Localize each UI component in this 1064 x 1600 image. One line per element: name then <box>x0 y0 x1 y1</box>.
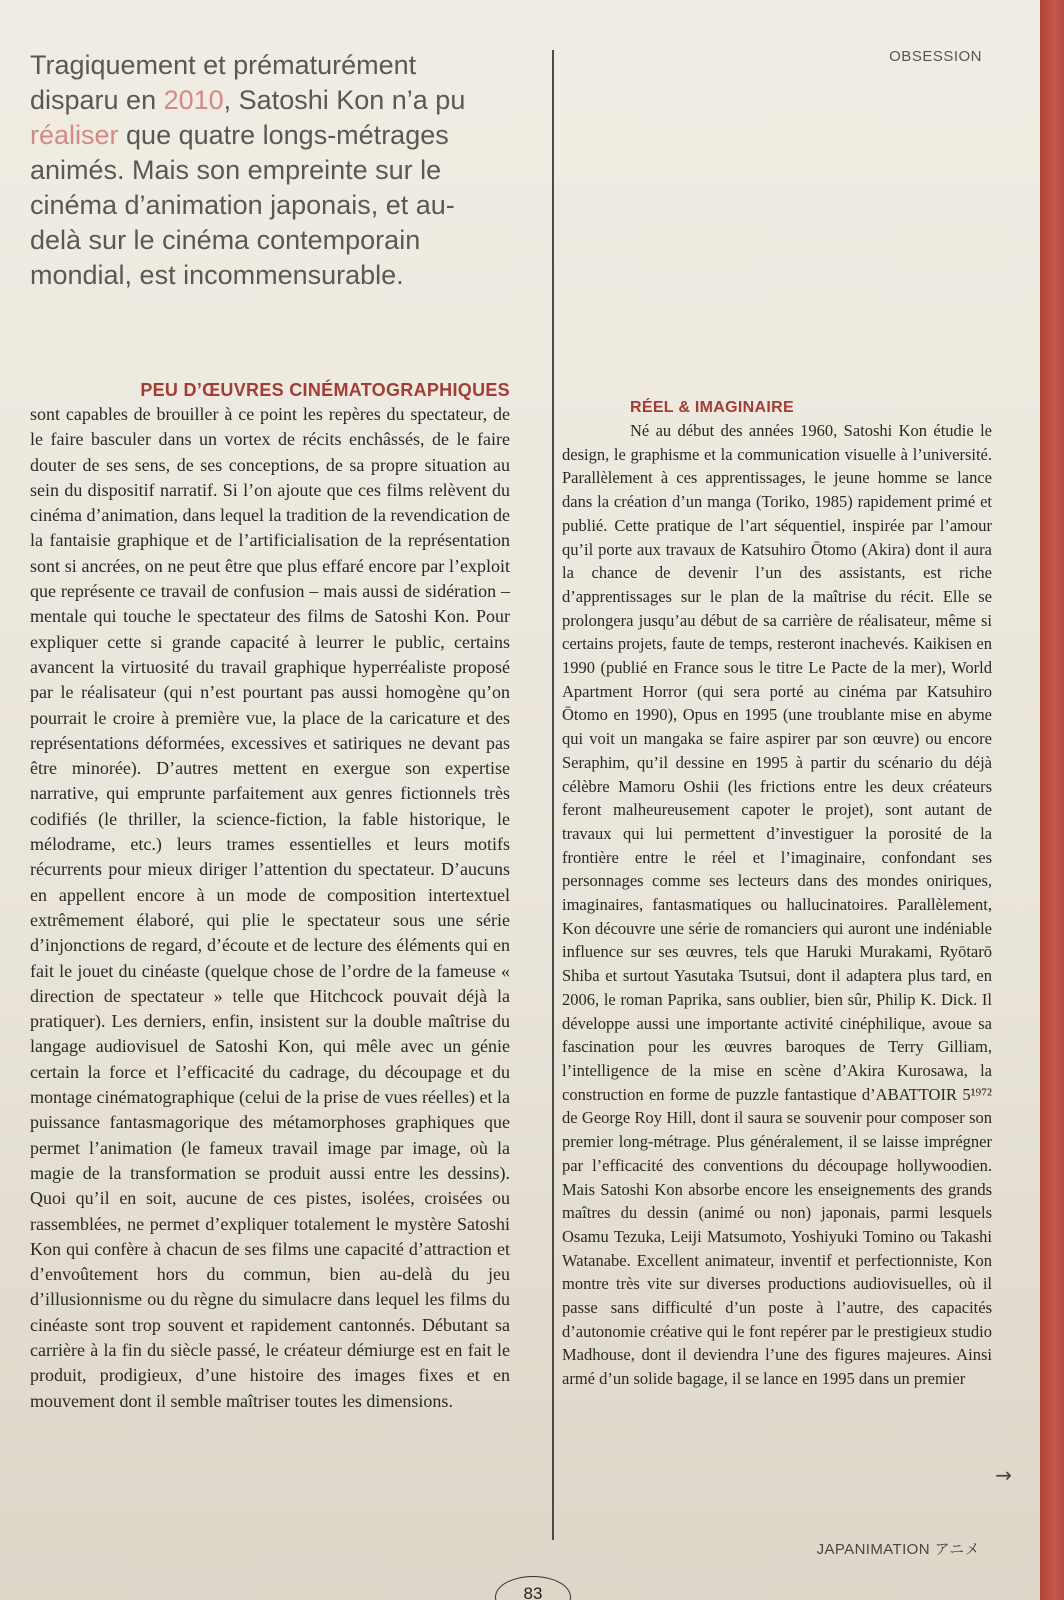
left-column-heading: PEU D’ŒUVRES CINÉMATOGRAPHIQUES <box>140 380 510 400</box>
right-column-body: Né au début des années 1960, Satoshi Kon étudie le design, le graphisme et la communication visuelle à l’université. Parallèlement à ces apprentissages, le jeune homme se lance dans la création d’un manga (Toriko, 1985) rapidement primé et publié. Cette pratique de l’art séquentiel, inspirée par l’amour qu’il porte aux travaux de Katsuhiro Ōtomo (Akira) dont il aura la chance de devenir l’un des assistants, est riche d’apprentissages sur le plan de la maîtrise du récit. Elle se prolongera jusqu’au début de sa carrière de réalisateur, même si certains projets, faute de temps, resteront inachevés. Kaikisen en 1990 (publié en France sous le titre Le Pacte de la mer), World Apartment Horror (qui sera porté au cinéma par Katsuhiro Ōtomo en 1990), Opus en 1995 (une troublante mise en abyme qui voit un mangaka se faire aspirer par son œuvre) ou encore Seraphim, qu’il dessine en 1995 à partir du scénario du déjà célèbre Mamoru Oshii (les frictions entre les deux créateurs feront malheureusement capoter le projet), sont autant de travaux qui lui permettent d’investiguer la porosité de la frontière entre le réel et l’imaginaire, confondant ses personnages comme ses lecteurs dans des mondes oniriques, imaginaires, fantasmatiques ou hallucinatoires. Parallèlement, Kon découvre une série de romanciers qui auront une indéniable influence sur ses œuvres, tels que Haruki Murakami, Ryōtarō Shiba et surtout Yasutaka Tsutsui, dont il adaptera plus tard, en 2006, le roman Paprika, sans oublier, bien sûr, Philip K. Dick. Il développe aussi une importante activité cinéphilique, avoue sa fascination pour les œuvres baroques de Terry Gilliam, l’intelligence de la mise en scène d’Akira Kurosawa, la construction en forme de puzzle fantastique d’ABATTOIR 5¹⁹⁷² de George Roy Hill, dont il saura se souvenir pour composer son premier long-métrage. Plus généralement, il se laisse imprégner par l’efficacité des conventions du découpage hollywoodien. Mais Satoshi Kon absorbe encore les enseignements des grands maîtres du dessin (animé ou non) japonais, parmi lesquels Osamu Tezuka, Leiji Matsumoto, Yoshiyuki Tomino ou Takashi Watanabe. Excellent animateur, inventif et perfectionniste, Kon montre très vite sur diverses productions audiovisuelles, où il passe sans difficulté d’un poste à l’autre, des capacités d’autonomie créative qui le font repérer par le prestigieux studio Madhouse, dont il deviendra l’une des figures majeures. Ainsi armé d’un solide bagage, il se lance en 1995 dans un premier <box>562 421 992 1389</box>
intro-part2: , Satoshi Kon n’a pu <box>223 85 466 115</box>
section-tag: OBSESSION <box>889 48 982 65</box>
intro-paragraph <box>30 48 500 293</box>
page-number: 83 <box>495 1576 571 1600</box>
right-column-heading: RÉEL & IMAGINAIRE <box>630 399 794 416</box>
right-column <box>562 397 992 1391</box>
continue-arrow-icon: → <box>995 1463 1012 1487</box>
column-divider <box>552 50 554 1540</box>
intro-part1: Tragiquement et prématurément disparu en <box>30 50 417 115</box>
intro-part3: que quatre longs-métrages animés. Mais son empreinte sur le cinéma d’animation japonais, et au-delà sur le cinéma contemporain mondial, est incommensurable. <box>30 120 455 290</box>
left-column <box>30 378 510 1414</box>
intro-highlight: réaliser <box>30 120 119 150</box>
red-page-edge <box>1040 0 1064 1600</box>
left-column-body: sont capables de brouiller à ce point les repères du spectateur, de le faire basculer dans un vortex de récits enchâssés, de le faire douter de ses sens, de ses conceptions, de sa propre situation au sein du dispositif narratif. Si l’on ajoute que ces films relèvent du cinéma d’animation, dans lequel la tradition de la revendication de la fantaisie graphique et de l’artificialisation de la représentation sont si ancrées, on ne peut être que plus effaré encore par l’exploit que représente ce travail de confusion – mais aussi de sidération – mentale qui touche le spectateur des films de Satoshi Kon. Pour expliquer cette si grande capacité à leurrer le public, certains avancent la virtuosité du travail graphique hyperréaliste proposé par le réalisateur (qui n’est pourtant pas aussi homogène qu’on pourrait le croire à première vue, la place de la caricature et des représentations déformées, excessives et satiriques ne devant pas être minorée). D’autres mettent en exergue son expertise narrative, qui emprunte parfaitement aux genres fictionnels très codifiés (le thriller, la science-fiction, la fable historique, le mélodrame, etc.) leurs trames essentielles et leurs motifs récurrents pour mieux diriger l’attention du spectateur. D’aucuns en appellent encore à un mode de composition intertextuel extrêmement élaboré, qui plie le spectateur sous une série d’injonctions de regard, d’écoute et de lecture des éléments qui en fait le jouet du cinéaste (quelque chose de l’ordre de la fameuse « direction de spectateur » telle que Hitchcock pouvait déjà la pratiquer). Les derniers, enfin, insistent sur la double maîtrise du langage audiovisuel de Satoshi Kon, qui mêle avec un génie certain la force et l’efficacité du cadrage, du découpage et du montage cinématographique (celui de la prise de vues réelles) et la puissance fantasmagorique des métamorphoses graphiques que permet l’animation (le fameux travail image par image, où la magie de la transformation se produit aussi entre les dessins). Quoi qu’il en soit, aucune de ces pistes, isolées, croisées ou rassemblées, ne permet d’expliquer totalement le mystère Satoshi Kon qui confère à chacun de ses films une capacité d’attraction et d’envoûtement hors du commun, bien au-delà du jeu d’illusionnisme ou du règne du simulacre dans lequel les films du cinéaste sont trop souvent et rapidement cantonnés. Débutant sa carrière à la fin du siècle passé, le créateur démiurge est en fait le produit, prodigieux, d’une histoire des images fixes et en mouvement dont il semble maîtriser toutes les dimensions. <box>30 404 510 1411</box>
intro-year: 2010 <box>163 85 224 115</box>
footer-label: JAPANIMATION アニメ <box>816 1541 980 1558</box>
